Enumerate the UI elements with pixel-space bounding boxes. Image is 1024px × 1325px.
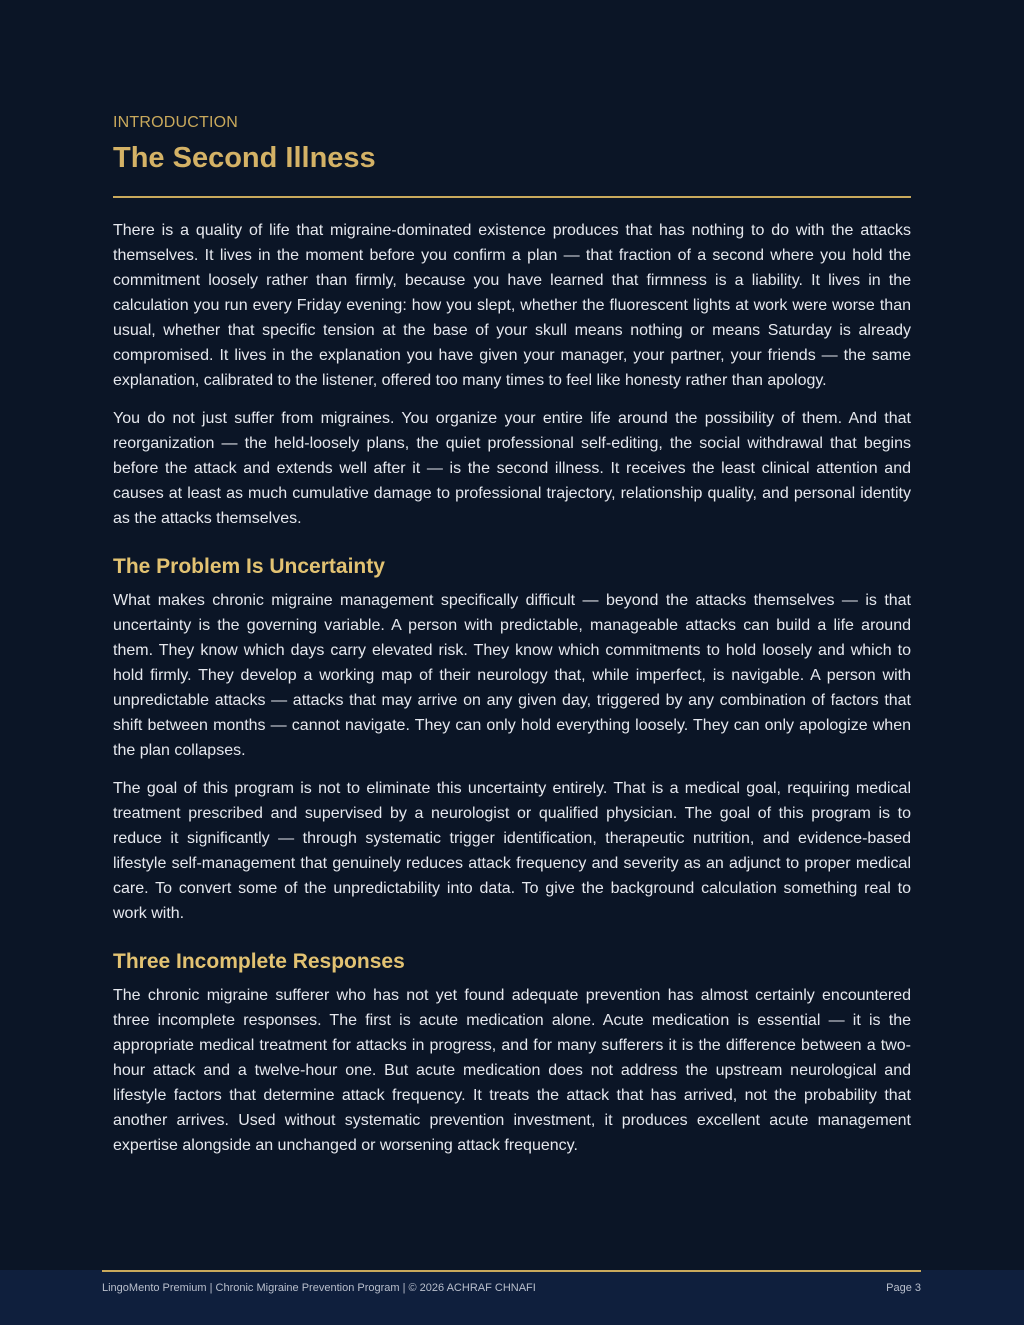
page-title: The Second Illness	[113, 142, 376, 174]
responses-paragraph-1: The chronic migraine sufferer who has not yet found adequate prevention has almost certainly encountered three incomplete responses. The first is acute medication alone. Acute medication is essential — it is the appropriate medical treatment for attacks in progress, and for many sufferers it is the difference between a two-hour attack and a twelve-hour one. But acute medication does not address the upstream neurological and lifestyle factors that determine attack frequency. It treats the attack that has arrived, not the probability that another arrives. Used without systematic prevention investment, it produces excellent acute management expertise alongside an unchanged or worsening attack frequency.	[113, 987, 911, 1154]
section-eyebrow: INTRODUCTION	[113, 114, 239, 131]
section-heading-uncertainty: The Problem Is Uncertainty	[113, 555, 385, 578]
uncertainty-paragraph-2: The goal of this program is not to eliminate this uncertainty entirely. That is a medical goal, requiring medical treatment prescribed and supervised by a neurologist or qualified physician. The goal of this program is to reduce it significantly — through systematic trigger identification, therapeutic nutrition, and evidence-based lifestyle self-management that genuinely reduces attack frequency and severity as an adjunct to proper medical care. To convert some of the unpredictability into data. To give the background calculation something real to work with.	[113, 780, 911, 922]
intro-paragraph-1: There is a quality of life that migraine-dominated existence produces that has nothing to do with the attacks themselves. It lives in the moment before you confirm a plan — that fraction of a second where you hold the commitment loosely rather than firmly, because you have learned that firmness is a liability. It lives in the calculation you run every Friday evening: how you slept, whether the fluorescent lights at work were worse than usual, whether that specific tension at the base of your skull means nothing or means Saturday is already compromised. It lives in the explanation you have given your manager, your partner, your friends — the same explanation, calibrated to the listener, offered too many times to feel like honesty rather than apology.	[113, 222, 911, 389]
title-divider	[113, 196, 911, 198]
page-footer	[0, 1270, 1024, 1325]
page-number: Page 3	[886, 1282, 921, 1294]
page-content	[113, 113, 911, 1171]
footer-divider	[102, 1270, 921, 1272]
section-heading-responses: Three Incomplete Responses	[113, 950, 405, 973]
footer-copyright: LingoMento Premium | Chronic Migraine Prevention Program | © 2026 ACHRAF CHNAFI	[102, 1282, 536, 1294]
intro-paragraph-2: You do not just suffer from migraines. You organize your entire life around the possibility of them. And that reorganization — the held-loosely plans, the quiet professional self-editing, the social withdrawal that begins before the attack and extends well after it — is the second illness. It receives the least clinical attention and causes at least as much cumulative damage to professional trajectory, relationship quality, and personal identity as the attacks themselves.	[113, 410, 911, 527]
uncertainty-paragraph-1: What makes chronic migraine management specifically difficult — beyond the attacks themselves — is that uncertainty is the governing variable. A person with predictable, manageable attacks can build a life around them. They know which days carry elevated risk. They know which commitments to hold loosely and which to hold firmly. They develop a working map of their neurology that, while imperfect, is navigable. A person with unpredictable attacks — attacks that may arrive on any given day, triggered by any combination of factors that shift between months — cannot navigate. They can only hold everything loosely. They can only apologize when the plan collapses.	[113, 592, 911, 759]
